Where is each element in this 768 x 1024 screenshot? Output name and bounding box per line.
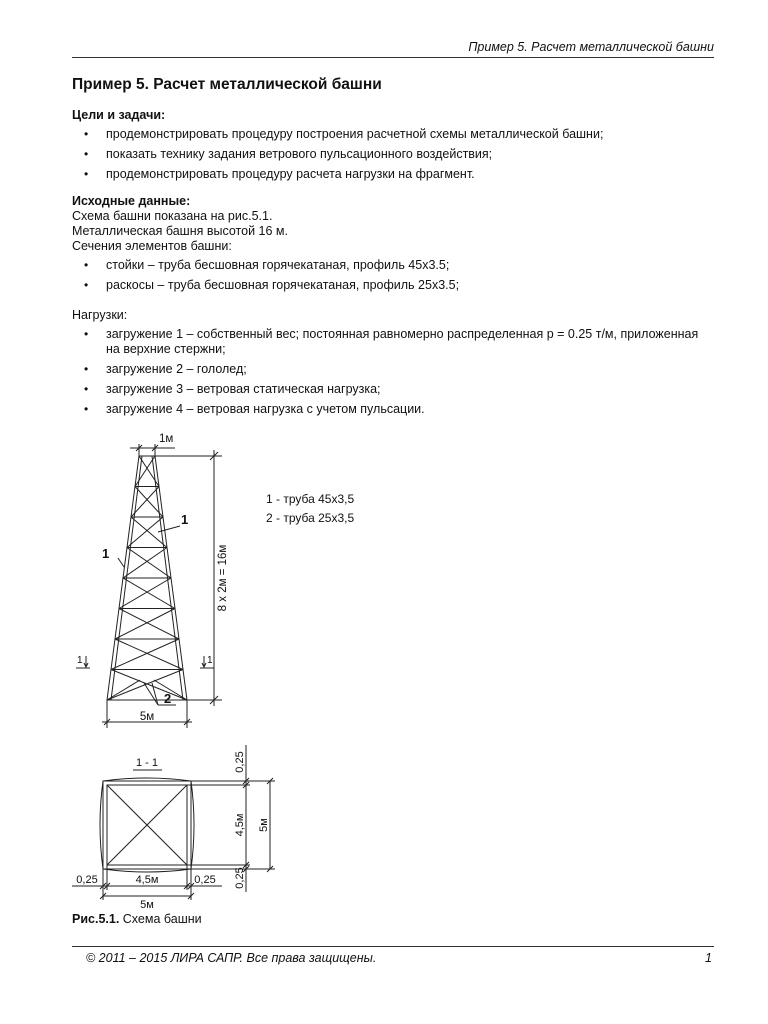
member-1-left-leader [118,558,124,567]
list-item: • загружение 3 – ветровая статическая нагрузка; [72,382,714,397]
member-1-left-label: 1 [102,546,110,561]
tower-diagonal [123,578,175,609]
tower-diagonal [111,670,187,701]
source-line: Сечения элементов башни: [72,239,232,253]
list-item: • показать технику задания ветрового пульсационного воздействия; [72,147,714,162]
section-mark-right-label: 1 [207,655,213,666]
tower-diagonal [115,639,183,670]
base-width-label: 5м [139,711,155,723]
legend-item-1: 1 - труба 45x3,5 [266,492,355,506]
goals-heading: Цели и задачи: [72,108,166,122]
member-2-leader-a [144,683,158,705]
height-label: 8 x 2м = 16м [217,544,229,612]
list-item: • загружение 2 – гололед; [72,362,714,377]
plan-dim-left: 0,25 [76,874,98,886]
member-2-label: 2 [164,691,172,706]
plan-dim-inner: 4,5м [135,874,159,886]
plan-view [100,770,194,872]
source-line: Схема башни показана на рис.5.1. [72,209,273,223]
list-item: • загружение 1 – собственный вес; постоянная равномерно распределенная p = 0.25 т/м, приложенная на верхние стержни; [72,327,714,357]
plan-dim-v-total: 5м [258,818,270,832]
footer-copyright: © 2011 – 2015 ЛИРА САПР. Все права защищены. [86,951,377,965]
member-1-right-label: 1 [181,512,189,527]
page-number: 1 [705,951,712,965]
figure-caption-number: Рис.5.1. [72,912,120,926]
list-item: • продемонстрировать процедуру расчета нагрузки на фрагмент. [72,167,714,182]
running-header-title: Пример 5. Расчет металлической башни [468,40,714,54]
tower-diagonal [115,609,175,640]
list-item: • раскосы – труба бесшовная горячекатаная, профиль 25x3.5; [72,278,714,293]
tower-elevation-drawing [107,456,187,700]
tower-diagonal [135,487,163,518]
figure-caption-text: Схема башни [119,912,202,926]
legend-item-2: 2 - труба 25x3,5 [266,511,355,525]
page-footer [72,946,714,965]
source-line: Металлическая башня высотой 16 м. [72,224,288,238]
figure-caption [72,912,202,926]
plan-dim-right: 0,25 [194,874,216,886]
plan-section-title: 1 - 1 [135,757,159,769]
list-item: • стойки – труба бесшовная горячекатаная, профиль 45x3.5; [72,258,714,273]
source-heading: Исходные данные: [72,194,191,208]
list-item: • продемонстрировать процедуру построения расчетной схемы металлической башни; [72,127,714,142]
top-width-dimension [130,444,175,456]
plan-dim-v-inner: 4,5м [234,813,246,837]
top-width-label: 1м [159,433,174,445]
page-title: Пример 5. Расчет металлической башни [72,76,382,93]
plan-dim-total: 5м [140,899,154,911]
tower-diagonal [119,609,179,640]
plan-dim-v-top: 0,25 [234,751,246,773]
tower-diagonal [111,639,179,670]
loads-heading: Нагрузки: [72,308,128,322]
tower-diagonal [131,487,159,518]
member-2-leader-b [152,683,158,705]
plan-dim-v-bottom: 0,25 [234,867,246,889]
section-mark-left-label: 1 [77,655,83,666]
tower-diagonal [119,578,171,609]
list-item: • загружение 4 – ветровая нагрузка с учетом пульсации. [72,402,714,417]
